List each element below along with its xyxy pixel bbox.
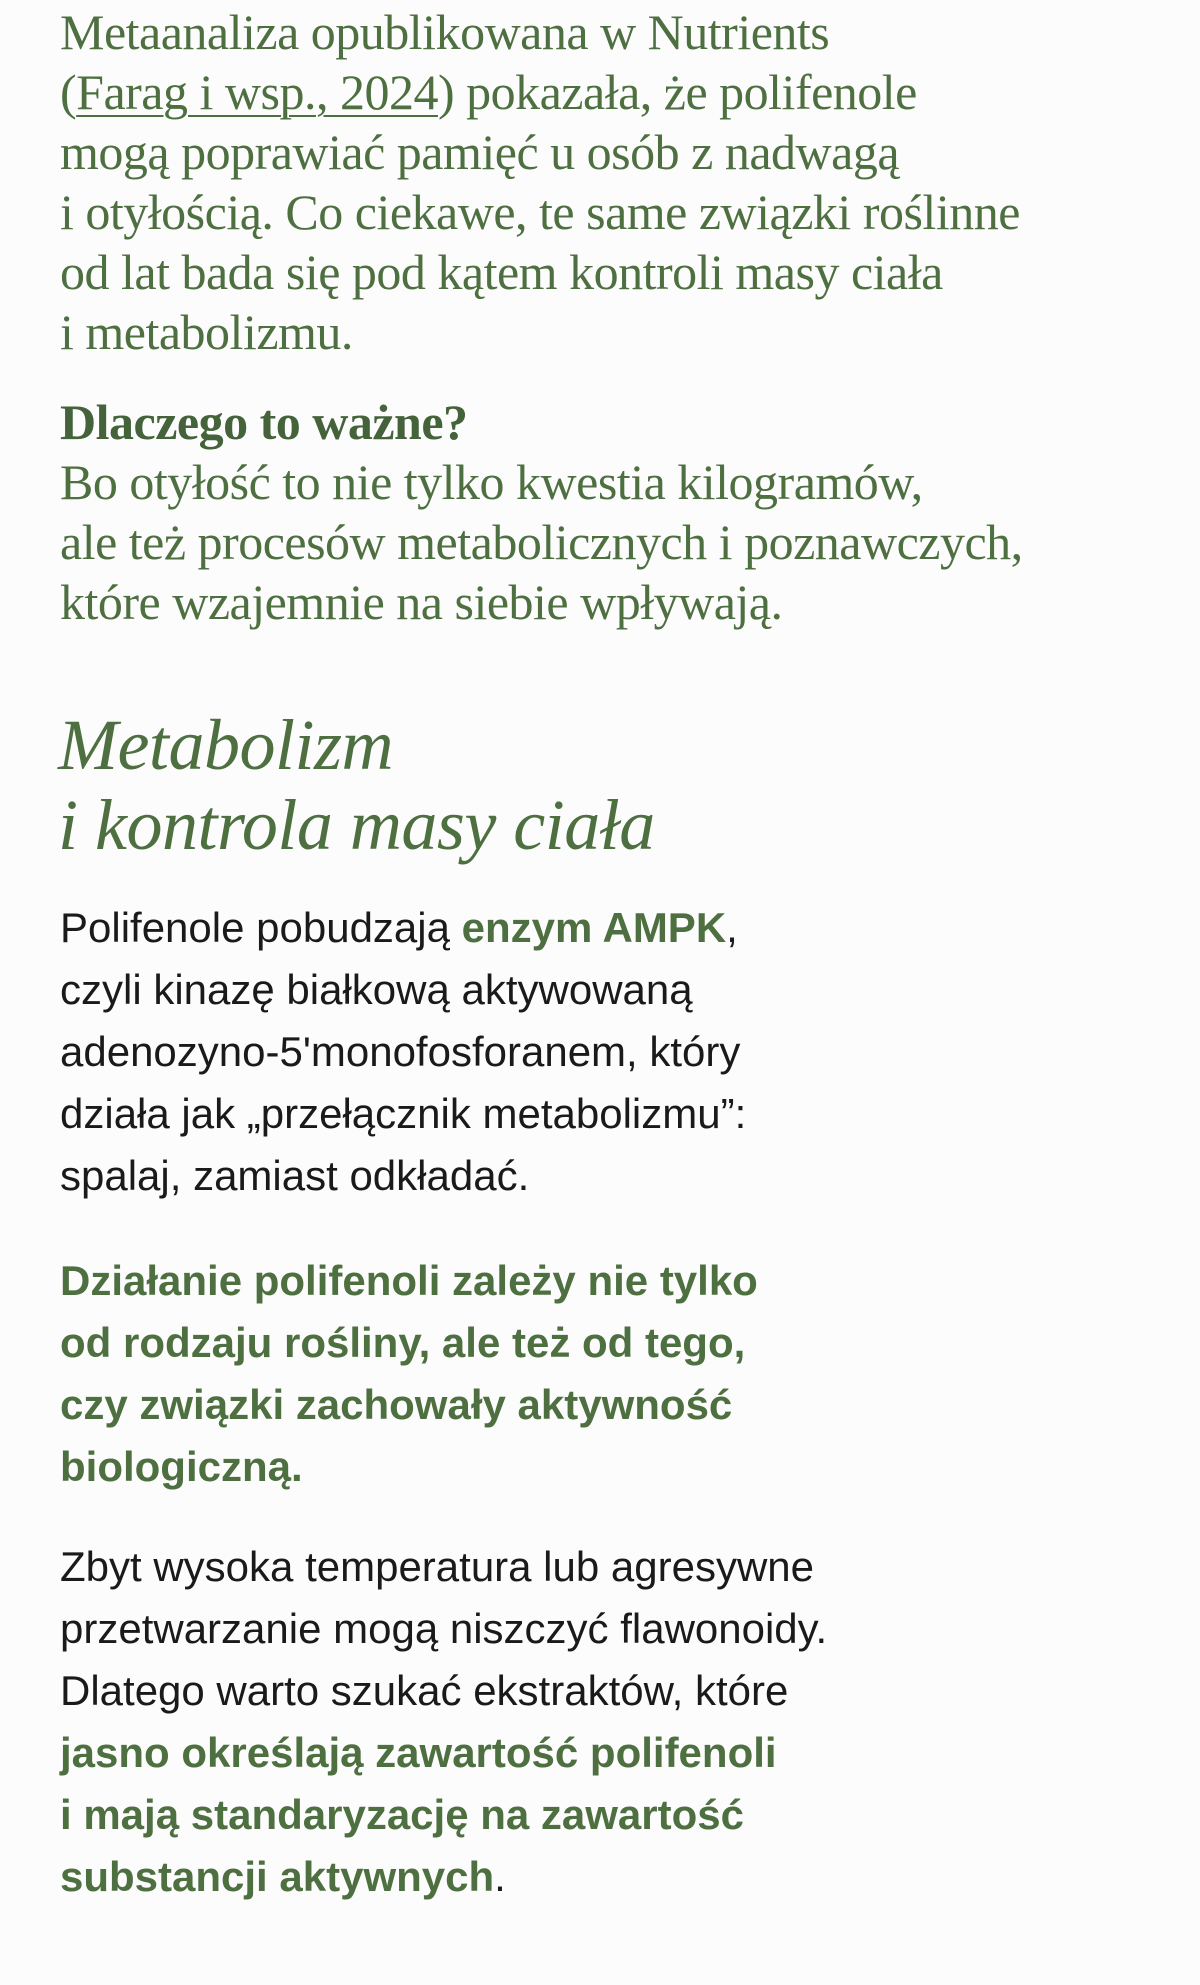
- intro-paragraph: [60, 2, 1160, 362]
- ampk-line-1: [60, 897, 1160, 959]
- ampk-highlight: enzym AMPK: [461, 904, 727, 951]
- callout-line-2: od rodzaju rośliny, ale też od tego,: [60, 1319, 746, 1366]
- why-title: Dlaczego to ważne?: [60, 394, 468, 450]
- processing-highlight: substancji aktywnych: [60, 1853, 495, 1900]
- ampk-line-3: adenozyno-5'monofosforanem, który: [60, 1028, 741, 1075]
- why-line-3: które wzajemnie na siebie wpływają.: [60, 574, 783, 630]
- callout-line-1: Działanie polifenoli zależy nie tylko: [60, 1257, 758, 1304]
- intro-line-3: mogą poprawiać pamięć u osób z nadwagą: [60, 124, 900, 180]
- processing-line-3: Dlatego warto szukać ekstraktów, które: [60, 1667, 789, 1714]
- activity-callout: [60, 1250, 1160, 1498]
- intro-line-6: i metabolizmu.: [60, 304, 353, 360]
- intro-line-2: [60, 62, 1160, 122]
- paren-open: (: [60, 64, 77, 120]
- intro-line-2-rest: ) pokazała, że polifenole: [437, 64, 917, 120]
- callout-line-3: czy związki zachowały aktywność: [60, 1381, 733, 1428]
- processing-line-2: przetwarzanie mogą niszczyć flawonoidy.: [60, 1605, 828, 1652]
- processing-line-1: Zbyt wysoka temperatura lub agresywne: [60, 1543, 815, 1590]
- citation-link[interactable]: Farag i wsp., 2024: [76, 64, 438, 120]
- processing-line-6-end: .: [494, 1853, 506, 1900]
- ampk-line-1-start: Polifenole pobudzają: [60, 904, 462, 951]
- processing-paragraph: [60, 1536, 1160, 1908]
- why-paragraph: [60, 392, 1160, 632]
- processing-line-6: [60, 1846, 1160, 1908]
- ampk-line-4: działa jak „przełącznik metabolizmu”:: [60, 1090, 747, 1137]
- section-heading: [58, 705, 655, 865]
- intro-line-1: Metaanaliza opublikowana w Nutrients: [60, 4, 830, 60]
- ampk-line-5: spalaj, zamiast odkładać.: [60, 1152, 530, 1199]
- ampk-paragraph: [60, 897, 1160, 1207]
- why-line-1: Bo otyłość to nie tylko kwestia kilogramów,: [60, 454, 923, 510]
- intro-line-4: i otyłością. Co ciekawe, te same związki roślinne: [60, 184, 1020, 240]
- section-heading-line-2: i kontrola masy ciała: [58, 785, 655, 865]
- ampk-line-2: czyli kinazę białkową aktywowaną: [60, 966, 693, 1013]
- ampk-line-1-end: ,: [726, 904, 738, 951]
- intro-line-5: od lat bada się pod kątem kontroli masy ciała: [60, 244, 943, 300]
- callout-line-4: biologiczną.: [60, 1443, 303, 1490]
- processing-line-5: i mają standaryzację na zawartość: [60, 1791, 744, 1838]
- section-heading-line-1: Metabolizm: [58, 705, 393, 785]
- why-line-2: ale też procesów metabolicznych i poznawczych,: [60, 514, 1023, 570]
- processing-line-4: jasno określają zawartość polifenoli: [60, 1729, 777, 1776]
